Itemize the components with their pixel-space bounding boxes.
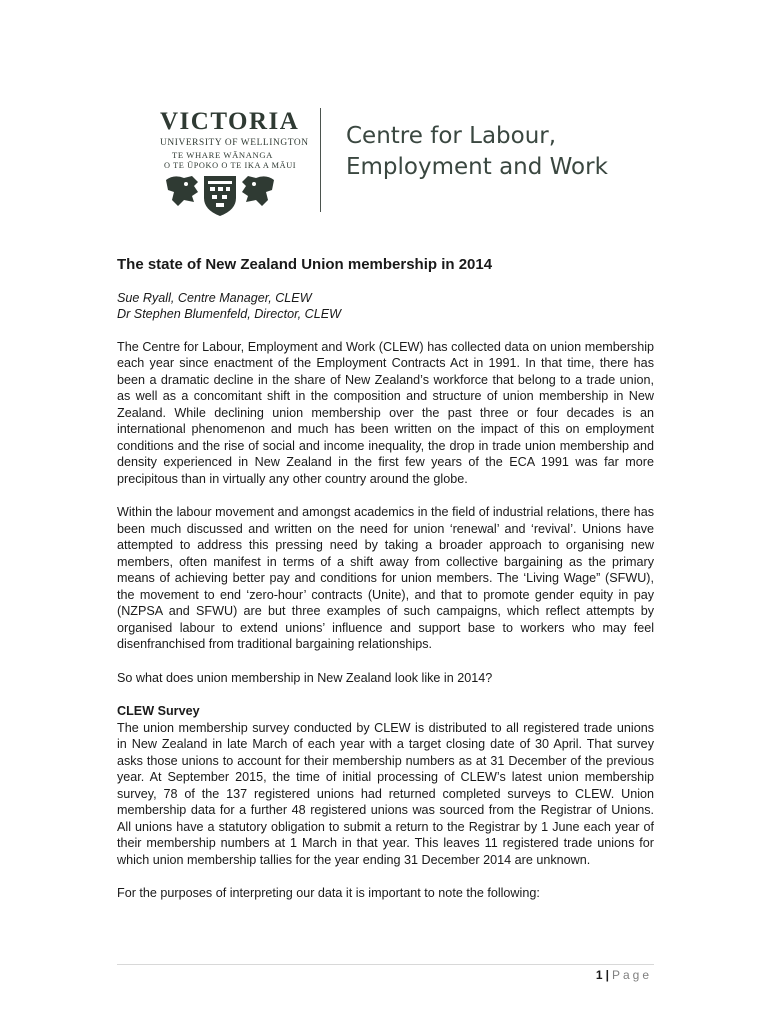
body-paragraph: Within the labour movement and amongst academics in the field of industrial relations, there has been much discussed and written on the need for union ‘renewal’ and ‘revival’. Unions have attempted to address this pressing need by taking a broader approach to organising new members, often manifest in terms of a shift away from collective bargaining as the primary means of achieving better pay and conditions for union members. The ‘Living Wage” (SFWU), the movement to end ‘zero-hour’ contracts (Unite), and that to promote gender equity in pay (NZPSA and SFWU) are but three examples of such campaigns, which reflect attempts by organised labour to extend unions’ influence and support base to workers who may feel disenfranchised from traditional bargaining relationships. (117, 505, 654, 651)
crest-icon (164, 172, 276, 216)
university-logo (160, 104, 309, 214)
section-heading: CLEW Survey (117, 704, 200, 718)
header-divider (320, 108, 321, 212)
logo-subtitle-2: TE WHARE WĀNANGA (172, 150, 273, 160)
logo-subtitle-1: UNIVERSITY OF WELLINGTON (160, 138, 309, 148)
closing-paragraph: For the purposes of interpreting our data it is important to note the following: (117, 886, 540, 900)
page-number: 1 (595, 968, 603, 982)
footer-separator: | (605, 968, 609, 982)
body-paragraph: The Centre for Labour, Employment and Work (CLEW) has collected data on union membership each year since enactment of the Employment Contracts Act in 1991. In that time, there has been a dramatic decline in the share of New Zealand’s workforce that belong to a trade union, as well as a concomitant shift in the composition and structure of union membership in New Zealand. While declining union membership over the past three or four decades is an international phenomenon and much has been written on the impact of this on employment conditions and the rise of social and income inequality, the drop in trade union membership and density experienced in New Zealand in the first few years of the ECA 1991 was far more precipitous than in virtually any other country around the globe. (117, 339, 654, 486)
author-line: Sue Ryall, Centre Manager, CLEW (117, 290, 312, 305)
page-header (160, 104, 640, 216)
author-list (117, 290, 654, 323)
document-title: The state of New Zealand Union membership in 2014 (117, 256, 493, 273)
logo-subtitle-3: O TE ŪPOKO O TE IKA A MĀUI (164, 161, 297, 170)
centre-name-line-1: Centre for Labour, (346, 123, 557, 149)
author-line: Dr Stephen Blumenfeld, Director, CLEW (117, 307, 341, 321)
centre-name-line-2: Employment and Work (346, 154, 608, 180)
page-footer (596, 968, 652, 982)
logo-wordmark: VICTORIA (160, 108, 300, 135)
section-paragraph: The union membership survey conducted by CLEW is distributed to all registered trade unions in New Zealand in late March of each year with a target closing date of 30 April. That survey asks those unions to account for their membership numbers as at 31 December of the previous year. At September 2015, the time of initial processing of CLEW’s latest union membership survey, 78 of the 137 registered unions had returned completed surveys to CLEW. Union membership data for a further 48 registered unions was sourced from the Registrar of Unions. All unions have a statutory obligation to submit a return to the Registrar by 1 June each year of their membership numbers at 1 March in that year. This leaves 11 registered trade unions for which union membership tallies for the year ending 31 December 2014 are unknown. (117, 720, 654, 867)
body-paragraph: So what does union membership in New Zealand look like in 2014? (117, 670, 493, 685)
centre-name (346, 121, 608, 183)
footer-divider (117, 964, 654, 965)
page-label: Page (611, 968, 652, 982)
document-body (117, 257, 654, 919)
